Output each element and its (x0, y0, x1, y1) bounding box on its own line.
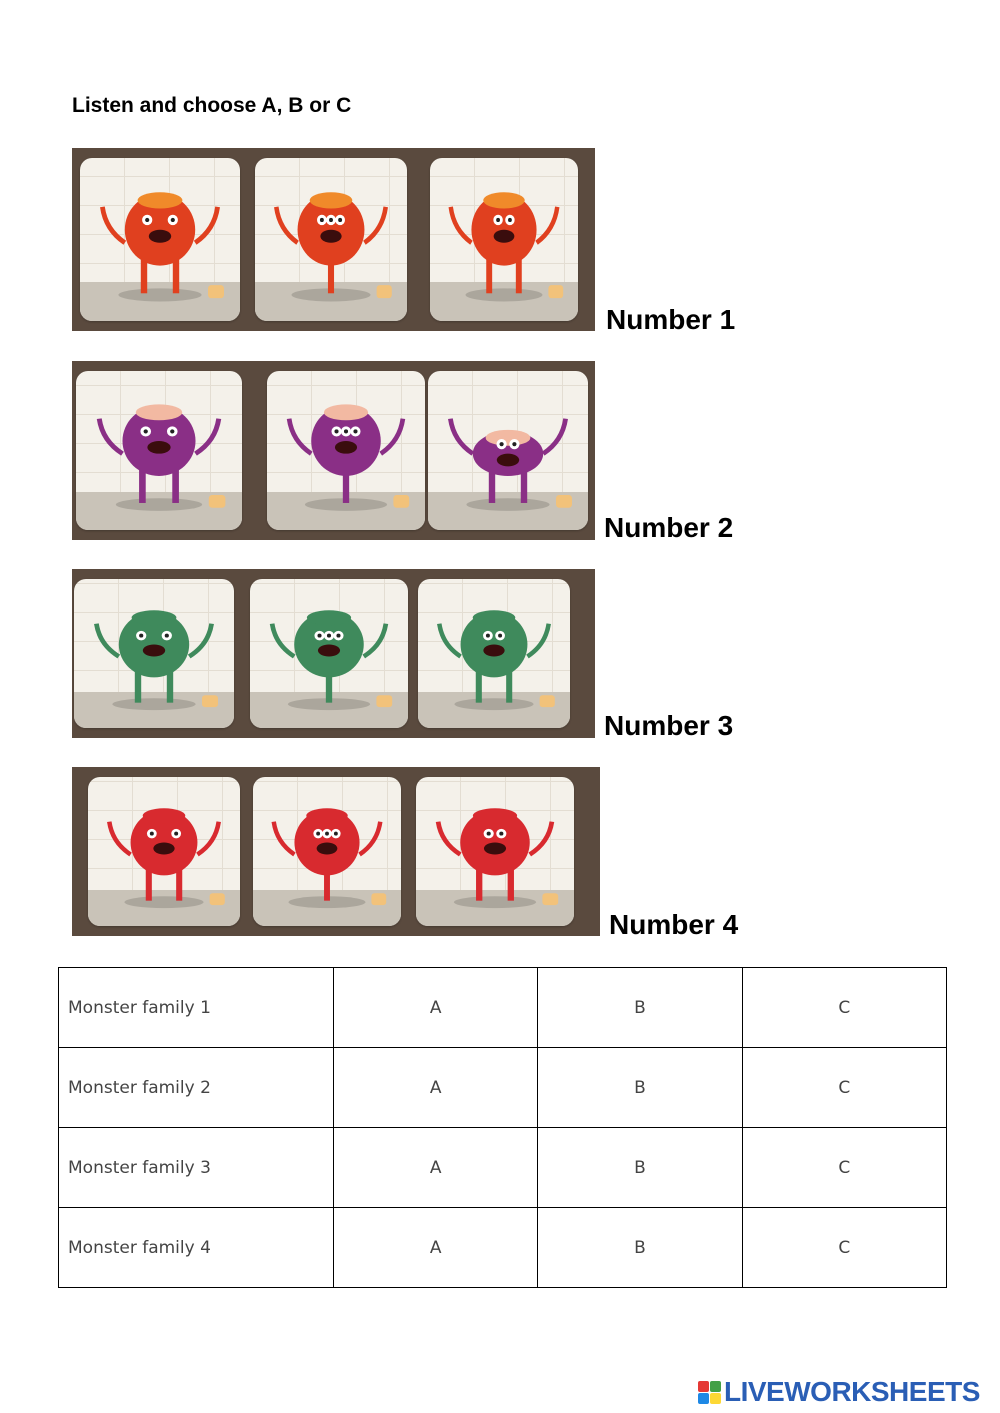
option-a-cell[interactable]: A (334, 1208, 538, 1288)
option-a-cell[interactable]: A (334, 1128, 538, 1208)
number-1-label: Number 1 (606, 304, 736, 335)
monster-card-c (430, 158, 578, 321)
answer-table (58, 967, 947, 1288)
logo-text: LIVEWORKSHEETS (724, 1376, 980, 1407)
table-row (59, 1128, 947, 1208)
monster-card-b (253, 777, 401, 926)
option-c-cell[interactable]: C (742, 1208, 946, 1288)
monster-drawing (428, 371, 588, 530)
option-c-cell[interactable]: C (742, 1048, 946, 1128)
monster-drawing (255, 158, 407, 321)
option-b-cell[interactable]: B (538, 1128, 742, 1208)
row-label: Monster family 3 (59, 1128, 334, 1208)
monster-drawing (74, 579, 234, 728)
option-a-cell[interactable]: A (334, 1048, 538, 1128)
monster-card-c (418, 579, 570, 728)
monster-group-1-photo (72, 148, 595, 331)
monster-card-a (80, 158, 240, 321)
monster-card-b (250, 579, 408, 728)
option-c-cell[interactable]: C (742, 1128, 946, 1208)
monster-drawing (416, 777, 574, 926)
option-b-cell[interactable]: B (538, 1048, 742, 1128)
monster-card-c (428, 371, 588, 530)
table-row (59, 968, 947, 1048)
table-row (59, 1208, 947, 1288)
monster-card-b (255, 158, 407, 321)
monster-drawing (430, 158, 578, 321)
monster-group-3-photo (72, 569, 595, 738)
option-b-cell[interactable]: B (538, 1208, 742, 1288)
number-3-label: Number 3 (604, 710, 734, 741)
monster-drawing (250, 579, 408, 728)
instruction-heading: Listen and choose A, B or C (72, 94, 352, 117)
monster-card-a (76, 371, 242, 530)
row-label: Monster family 4 (59, 1208, 334, 1288)
monster-drawing (253, 777, 401, 926)
monster-card-c (416, 777, 574, 926)
option-c-cell[interactable]: C (742, 968, 946, 1048)
monster-drawing (76, 371, 242, 530)
option-a-cell[interactable]: A (334, 968, 538, 1048)
monster-group-4-photo (72, 767, 600, 936)
liveworksheets-logo[interactable] (698, 1376, 980, 1408)
monster-drawing (418, 579, 570, 728)
number-4-label: Number 4 (609, 909, 739, 940)
monster-card-a (88, 777, 240, 926)
row-label: Monster family 1 (59, 968, 334, 1048)
monster-card-b (267, 371, 425, 530)
monster-drawing (80, 158, 240, 321)
monster-group-2-photo (72, 361, 595, 540)
number-2-label: Number 2 (604, 512, 734, 543)
table-row (59, 1048, 947, 1128)
option-b-cell[interactable]: B (538, 968, 742, 1048)
row-label: Monster family 2 (59, 1048, 334, 1128)
monster-card-a (74, 579, 234, 728)
logo-mark-icon (698, 1381, 721, 1404)
monster-drawing (88, 777, 240, 926)
monster-drawing (267, 371, 425, 530)
